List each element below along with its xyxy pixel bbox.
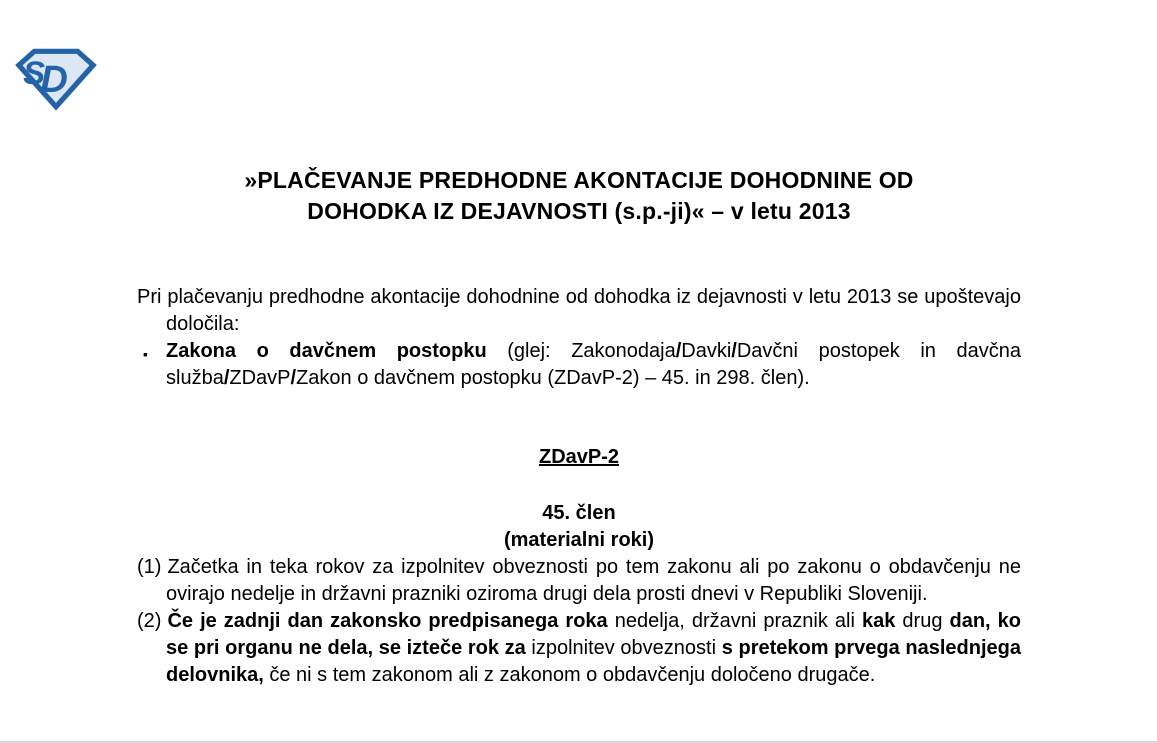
document-title-line2: DOHODKA IZ DEJAVNOSTI (s.p.-ji)« – v letu 2013 — [307, 198, 851, 224]
bullet-square-icon: ▪ — [143, 346, 148, 362]
paragraph-1-number: (1) — [137, 556, 162, 578]
heading-law: ZDavP-2 — [538, 446, 620, 468]
bullet-item-zakon-o-davcnem-postopku — [137, 338, 1021, 392]
document-content — [137, 0, 1021, 689]
paragraph-2-number: (2) — [137, 610, 162, 632]
intro-text: Pri plačevanju predhodne akontacije dohodnine od dohodka iz dejavnosti v letu 2013 se upoštevajo določila: — [137, 286, 1021, 335]
paragraph-2 — [137, 608, 1021, 689]
heading-article: 45. člen — [542, 502, 616, 524]
paragraph-1-text: Začetka in teka rokov za izpolnitev obveznosti po tem zakonu ali po zakonu o obdavčenju ne ovirajo nedelje in državni prazniki oziroma drugi dela prosti dnevi v Republiki Sloveniji. — [166, 556, 1021, 605]
bullet-item-text: Zakona o davčnem postopku (glej: Zakonodaja/Davki/Davčni postopek in davčna služba/ZDavP/Zakon o davčnem postopku (ZDavP-2) – 45. in 298. člen). — [166, 340, 1021, 389]
document-title-line1: »PLAČEVANJE PREDHODNE AKONTACIJE DOHODNINE OD — [244, 167, 914, 193]
paragraph-2-text: Če je zadnji dan zakonsko predpisanega roka nedelja, državni praznik ali kak drug dan, ko se pri organu ne dela, se izteče rok za izpolnitev obveznosti s pretekom prvega naslednjega delovnika, če ni s tem zakonom ali z zakonom o obdavčenju določeno drugače. — [166, 610, 1022, 686]
sd-diamond-logo-icon — [14, 47, 98, 111]
intro-paragraph — [137, 284, 1021, 338]
heading-article-subtitle: (materialni roki) — [503, 529, 655, 551]
paragraph-1 — [137, 554, 1021, 608]
logo-letter-s: S — [23, 54, 46, 92]
document-title — [137, 165, 1021, 227]
logo-letter-d: D — [40, 58, 68, 101]
